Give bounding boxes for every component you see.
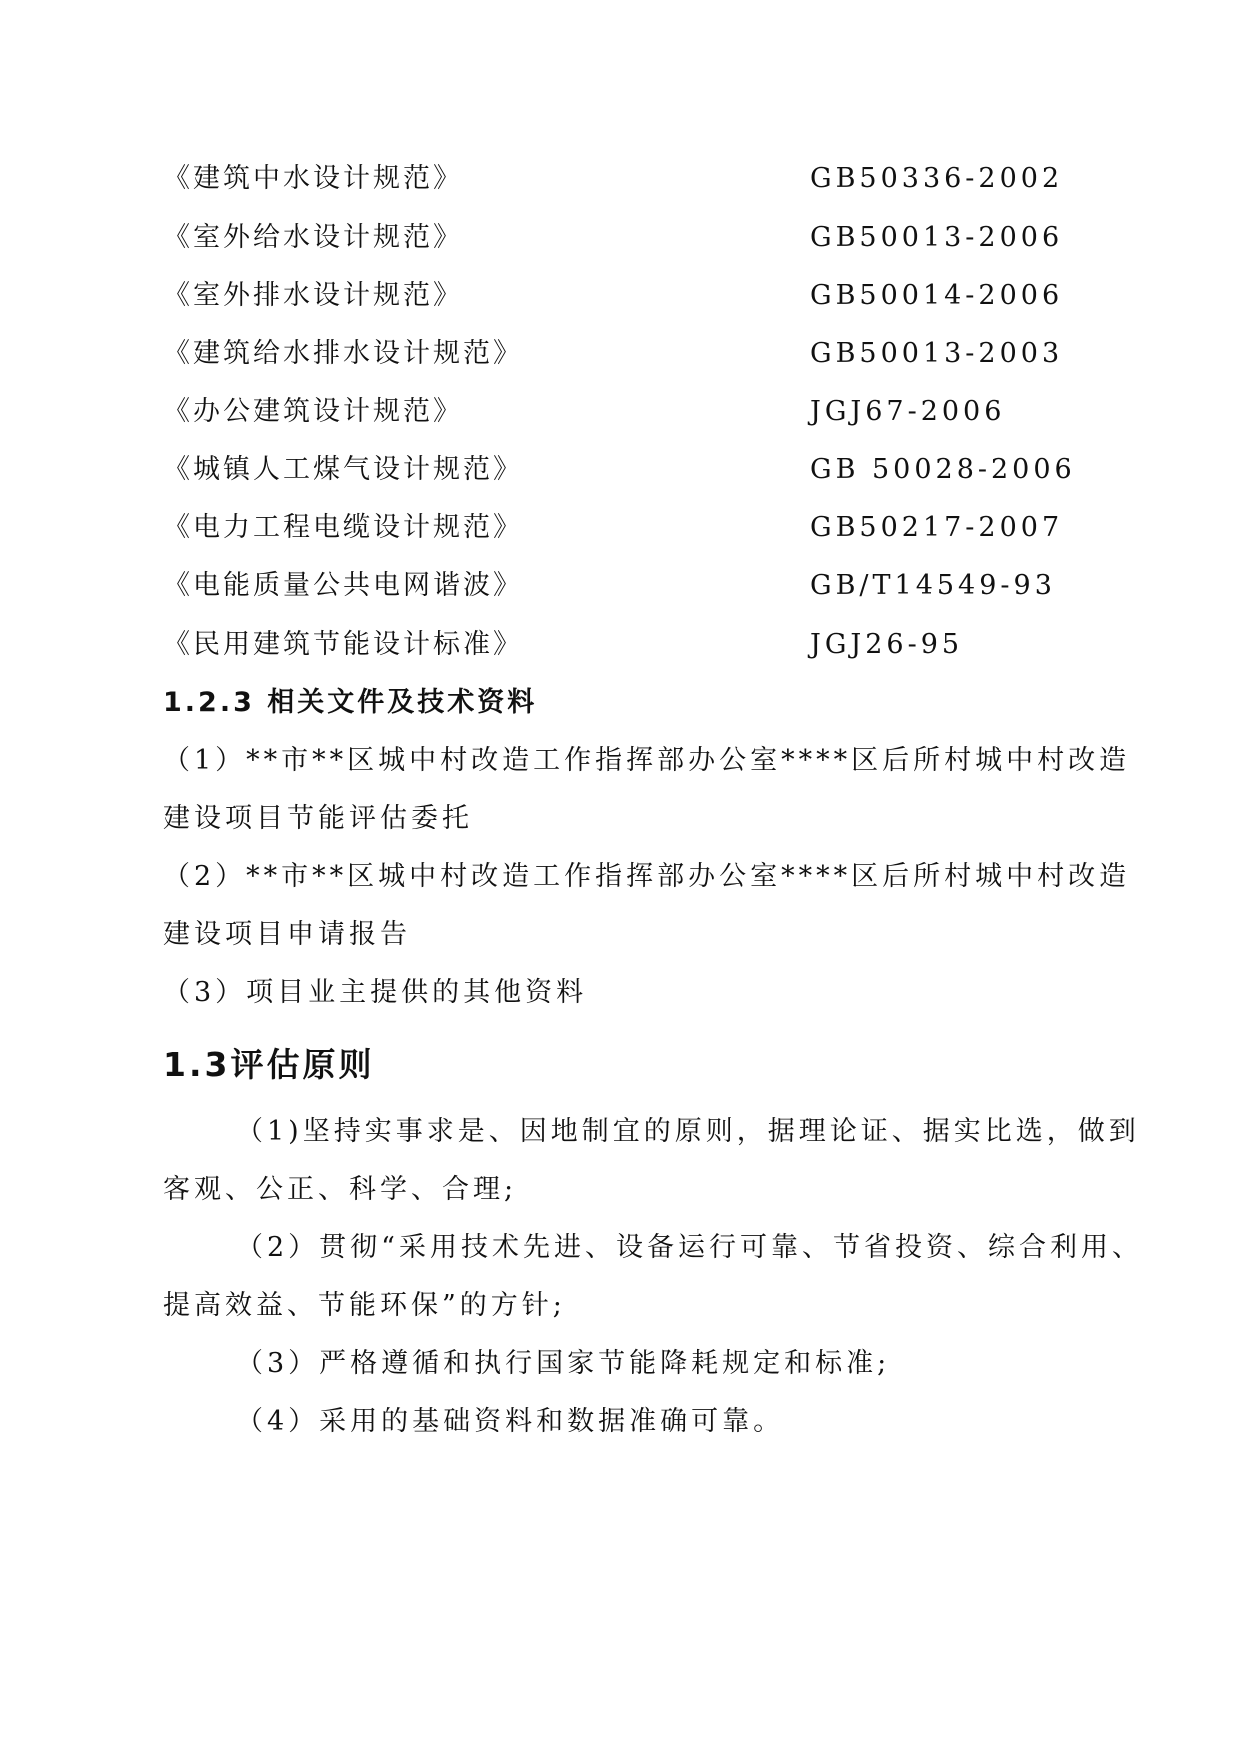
standard-code: JGJ26-95	[810, 629, 964, 660]
standard-name: 《民用建筑节能设计标准》	[163, 629, 523, 660]
section-heading-1-2-3: 1.2.3 相关文件及技术资料	[163, 687, 538, 718]
reference-item-line: （3）项目业主提供的其他资料	[163, 977, 588, 1008]
standard-code: GB50014-2006	[810, 280, 1064, 311]
standard-code: GB50217-2007	[810, 512, 1064, 543]
reference-item-line: （2）**市**区城中村改造工作指挥部办公室****区后所村城中村改造	[163, 861, 1131, 892]
standard-name: 《电能质量公共电网谐波》	[163, 570, 523, 601]
reference-item-line: （1）**市**区城中村改造工作指挥部办公室****区后所村城中村改造	[163, 745, 1131, 776]
principle-item-line: （4）采用的基础资料和数据准确可靠。	[236, 1406, 785, 1437]
standard-row	[163, 218, 1063, 258]
standard-row	[163, 450, 1076, 490]
standard-row	[163, 508, 1063, 548]
standard-name: 《建筑给水排水设计规范》	[163, 338, 523, 369]
standard-row	[163, 625, 1063, 665]
standard-code: GB50336-2002	[810, 163, 1064, 194]
principle-item-line: （2）贯彻“采用技术先进、设备运行可靠、节省投资、综合利用、	[236, 1232, 1143, 1263]
standard-code: GB50013-2006	[810, 222, 1064, 253]
standard-code: GB50013-2003	[810, 338, 1064, 369]
reference-item-line: 建设项目节能评估委托	[163, 803, 473, 834]
standard-row	[163, 276, 1063, 316]
principle-item-line: （1)坚持实事求是、因地制宜的原则，据理论证、据实比选，做到	[236, 1116, 1140, 1147]
standard-row	[163, 334, 1063, 374]
reference-item-line: 建设项目申请报告	[163, 919, 411, 950]
standard-name: 《城镇人工煤气设计规范》	[163, 454, 523, 485]
principle-item-line: 客观、公正、科学、合理;	[163, 1174, 518, 1205]
standard-name: 《建筑中水设计规范》	[163, 163, 463, 194]
principle-item-line: 提高效益、节能环保”的方针;	[163, 1290, 566, 1321]
standard-row	[163, 392, 1063, 432]
principle-item-line: （3）严格遵循和执行国家节能降耗规定和标准;	[236, 1348, 891, 1379]
standard-name: 《办公建筑设计规范》	[163, 396, 463, 427]
standard-row	[163, 566, 1063, 606]
standard-code: GB 50028-2006	[810, 454, 1076, 485]
standard-name: 《室外给水设计规范》	[163, 222, 463, 253]
standard-code: JGJ67-2006	[810, 396, 1006, 427]
standard-row	[163, 159, 1063, 199]
standard-code: GB/T14549-93	[810, 570, 1056, 601]
section-heading-1-3: 1.3评估原则	[163, 1045, 375, 1084]
standard-name: 《室外排水设计规范》	[163, 280, 463, 311]
standard-name: 《电力工程电缆设计规范》	[163, 512, 523, 543]
